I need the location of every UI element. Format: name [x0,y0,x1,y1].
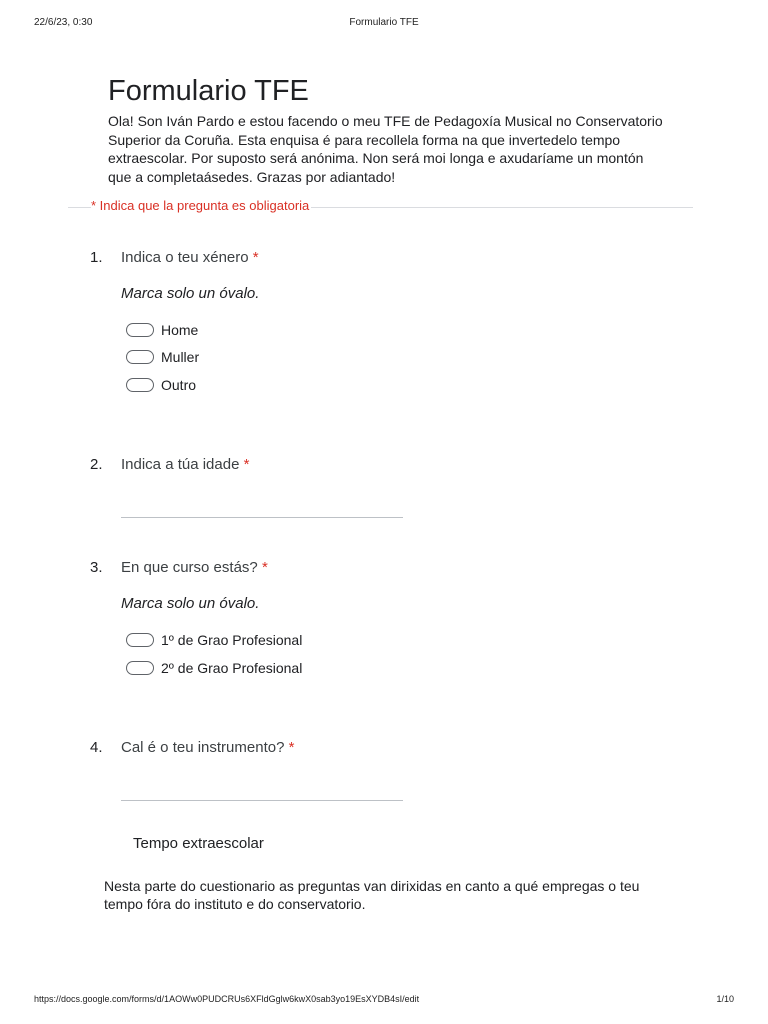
option-label: Outro [161,377,197,393]
radio-oval[interactable] [126,661,154,675]
option-label: 2º de Grao Profesional [161,660,303,676]
radio-oval[interactable] [126,323,154,337]
print-url: https://docs.google.com/forms/d/1AOWw0PUDCRUs6XFldGglw6kwX0sab3yo19EsXYDB4sI/edit [34,994,420,1004]
question-4-number: 4. [90,739,103,756]
print-page-title: Formulario TFE [349,17,419,28]
question-1-number: 1. [90,249,103,266]
option-label: 1º de Grao Profesional [161,632,303,648]
question-3-hint: Marca solo un óvalo. [121,595,260,612]
page-number: 1/10 [716,994,734,1004]
form-description: Ola! Son Iván Pardo e estou facendo o meu TFE de Pedagoxía Musical no Conservatorio Superior da Coruña. Esta enquisa é para recollela forma na que invertedelo tempo extraescolar. Por suposto será anónima. Non será moi longa e axudaríame un montón que a completaásedes. Grazas por adiantado! [108,113,663,185]
question-1-title [121,249,259,266]
option-home[interactable] [126,320,198,340]
section-description: Nesta parte do cuestionario as preguntas van dirixidas en canto a qué empregas o teu tempo fóra do instituto e do conservatorio. [104,878,640,912]
required-asterisk: * [243,456,250,473]
question-2-title-text: Indica a túa idade [121,456,240,473]
required-asterisk: * [261,559,268,576]
required-asterisk: * [252,249,259,266]
question-2-title [121,456,249,473]
form-title: Formulario TFE [108,75,309,107]
option-label: Home [161,322,199,338]
question-1-hint: Marca solo un óvalo. [121,285,260,302]
question-2-number: 2. [90,456,103,473]
option-outro[interactable] [126,375,196,395]
question-4-title-text: Cal é o teu instrumento? [121,739,285,756]
question-3-title-text: En que curso estás? [121,559,258,576]
radio-oval[interactable] [126,378,154,392]
required-note: * Indica que la pregunta es obligatoria [91,198,310,213]
instrument-answer-field[interactable] [121,800,403,801]
question-3-title [121,559,268,576]
print-date: 22/6/23, 0:30 [34,17,93,28]
option-grao-1[interactable] [126,630,302,650]
question-4-title [121,739,294,756]
option-grao-2[interactable] [126,658,302,678]
radio-oval[interactable] [126,633,154,647]
required-asterisk: * [288,739,295,756]
section-title: Tempo extraescolar [133,835,264,852]
radio-oval[interactable] [126,350,154,364]
option-muller[interactable] [126,347,199,367]
age-answer-field[interactable] [121,517,403,518]
option-label: Muller [161,349,200,365]
question-3-number: 3. [90,559,103,576]
question-1-title-text: Indica o teu xénero [121,249,249,266]
